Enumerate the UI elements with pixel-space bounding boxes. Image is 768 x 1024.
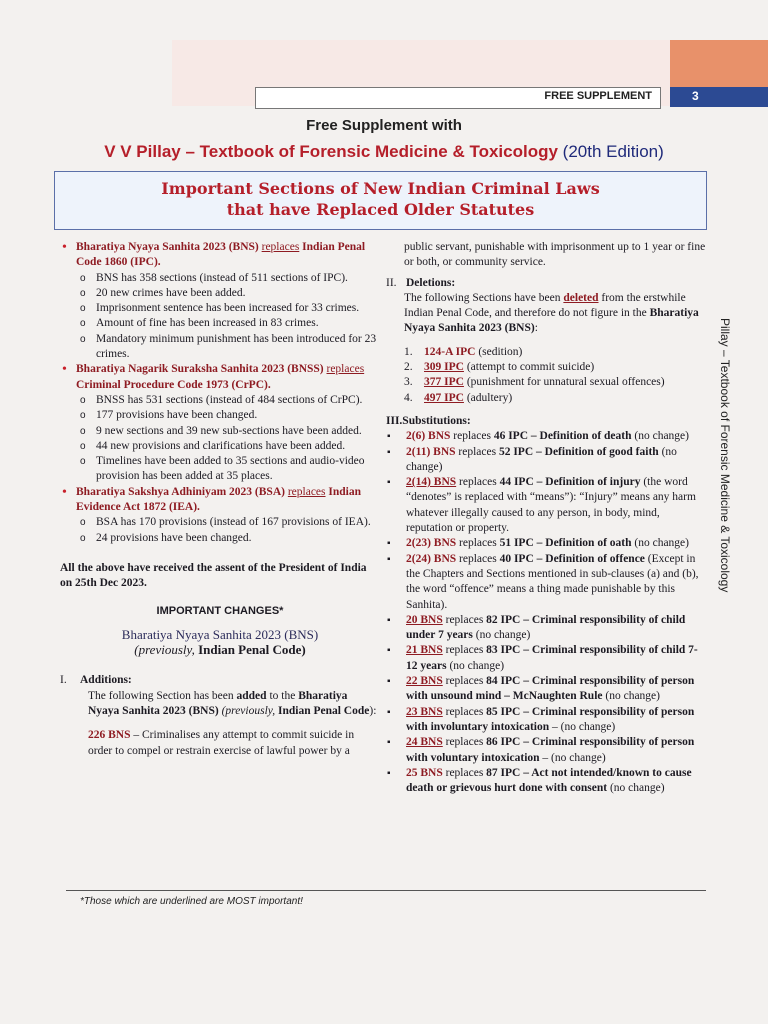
book-title-author: V V Pillay – Textbook of Forensic Medicine & Toxicology	[104, 142, 558, 161]
footnote: *Those which are underlined are MOST important!	[80, 896, 303, 907]
section-226-text: 226 BNS – Criminalises any attempt to commit suicide in order to compel or restrain exercise of lawful power by a	[88, 729, 355, 757]
substitution-item: ▪ 2(23) BNS replaces 51 IPC – Definition of oath (no change)	[386, 536, 708, 551]
supplement-title: Free Supplement with	[306, 117, 462, 134]
list-item: 3. 377 IPC (punishment for unnatural sexual offences)	[404, 376, 665, 389]
list-item: o Imprisonment sentence has been increased for 33 crimes.	[60, 301, 380, 316]
substitution-item: ▪ 21 BNS replaces 83 IPC – Criminal responsibility of child 7-12 years (no change)	[386, 643, 708, 674]
substitutions-list	[386, 429, 708, 796]
main-title-box	[54, 171, 707, 230]
additions-text: The following Section has been added to the Bharatiya Nyaya Sanhita 2023 (BNS) (previously, Indian Penal Code):	[88, 689, 377, 718]
main-title-line-1: Important Sections of New Indian Criminal Laws	[161, 179, 600, 198]
substitution-item: ▪ 2(6) BNS replaces 46 IPC – Definition of death (no change)	[386, 429, 708, 444]
assent-text: All the above have received the assent of the President of India on 25th Dec 2023.	[60, 561, 367, 590]
list-item: 2. 309 IPC (attempt to commit suicide)	[404, 361, 595, 374]
bnss-heading: • Bharatiya Nagarik Suraksha Sanhita 2023 (BNSS) replaces Criminal Procedure Code 1973 (CrPC).	[60, 362, 380, 393]
list-item: o 9 new sections and 39 new sub-sections have been added.	[60, 424, 380, 439]
book-edition: (20th Edition)	[562, 142, 664, 161]
substitution-item: ▪ 20 BNS replaces 82 IPC – Criminal responsibility of child under 7 years (no change)	[386, 613, 708, 644]
substitution-item: ▪ 2(24) BNS replaces 40 IPC – Definition of offence (Except in the Chapters and Sections mentioned in sub-clauses (a) and (b), the word “offence” means a thing made punishable by this Sanhita).	[386, 552, 708, 613]
substitution-item: ▪ 22 BNS replaces 84 IPC – Criminal responsibility of person with unsound mind – McNaughten Rule (no change)	[386, 674, 708, 705]
book-title	[0, 142, 768, 162]
bns-subheading-previous: (previously, Indian Penal Code)	[134, 642, 306, 658]
free-supplement-label: FREE SUPPLEMENT	[544, 90, 652, 102]
substitutions-heading: III.Substitutions:	[386, 414, 471, 427]
footnote-divider	[66, 890, 706, 891]
bns-subheading: Bharatiya Nyaya Sanhita 2023 (BNS)	[121, 626, 319, 642]
substitution-item: ▪ 25 BNS replaces 87 IPC – Act not intended/known to cause death or grievous hurt done with consent (no change)	[386, 766, 708, 797]
list-item: o Amount of fine has been increased in 83 crimes.	[60, 316, 380, 331]
corner-tab	[670, 40, 768, 88]
bsa-heading: • Bharatiya Sakshya Adhiniyam 2023 (BSA) replaces Indian Evidence Act 1872 (IEA).	[60, 485, 380, 516]
list-item: o Timelines have been added to 35 sections and audio-video provision has been added at 35 places.	[60, 454, 380, 485]
list-item: o BNSS has 531 sections (instead of 484 sections of CrPC).	[60, 393, 380, 408]
additions-heading: I. Additions:	[60, 674, 132, 687]
bns-heading: • Bharatiya Nyaya Sanhita 2023 (BNS) replaces Indian Penal Code 1860 (IPC).	[60, 240, 380, 271]
list-item: o BSA has 170 provisions (instead of 167 provisions of IEA).	[60, 515, 380, 530]
important-changes-heading: IMPORTANT CHANGES*	[156, 604, 284, 617]
header-strip	[255, 87, 661, 109]
list-item: o 20 new crimes have been added.	[60, 286, 380, 301]
page-number: 3	[692, 89, 699, 103]
list-item: 1. 124-A IPC (sedition)	[404, 345, 523, 358]
substitution-item: ▪ 23 BNS replaces 85 IPC – Criminal responsibility of person with involuntary intoxication – (no change)	[386, 705, 708, 736]
left-column	[60, 240, 380, 759]
substitution-item: ▪ 2(14) BNS replaces 44 IPC – Definition of injury (the word “denotes” is replaced with “means”): “Injury” means any harm whatever illegally caused to any person, in body, mind, reputation or property.	[386, 475, 708, 536]
deletions-text: The following Sections have been deleted from the erstwhile Indian Penal Code, and therefore do not figure in the Bharatiya Nyaya Sanhita 2023 (BNS):	[404, 291, 699, 335]
list-item: o 177 provisions have been changed.	[60, 408, 380, 423]
right-column	[386, 240, 708, 796]
list-item: 4. 497 IPC (adultery)	[404, 391, 513, 404]
list-item: o BNS has 358 sections (instead of 511 sections of IPC).	[60, 271, 380, 286]
substitution-item: ▪ 24 BNS replaces 86 IPC – Criminal responsibility of person with voluntary intoxication – (no change)	[386, 735, 708, 766]
page-number-box	[670, 87, 768, 107]
list-item: o 24 provisions have been changed.	[60, 531, 380, 546]
deletions-list	[386, 345, 708, 406]
list-item: o Mandatory minimum punishment has been introduced for 23 crimes.	[60, 332, 380, 363]
continued-text: public servant, punishable with imprisonment up to 1 year or fine or both, or community service.	[404, 241, 706, 269]
substitution-item: ▪ 2(11) BNS replaces 52 IPC – Definition of good faith (no change)	[386, 445, 708, 476]
list-item: o 44 new provisions and clarifications have been added.	[60, 439, 380, 454]
main-title-line-2: that have Replaced Older Statutes	[226, 200, 535, 219]
side-running-title: Pillay – Textbook of Forensic Medicine & Toxicology	[718, 318, 732, 593]
deletions-heading: II. Deletions:	[386, 276, 456, 289]
